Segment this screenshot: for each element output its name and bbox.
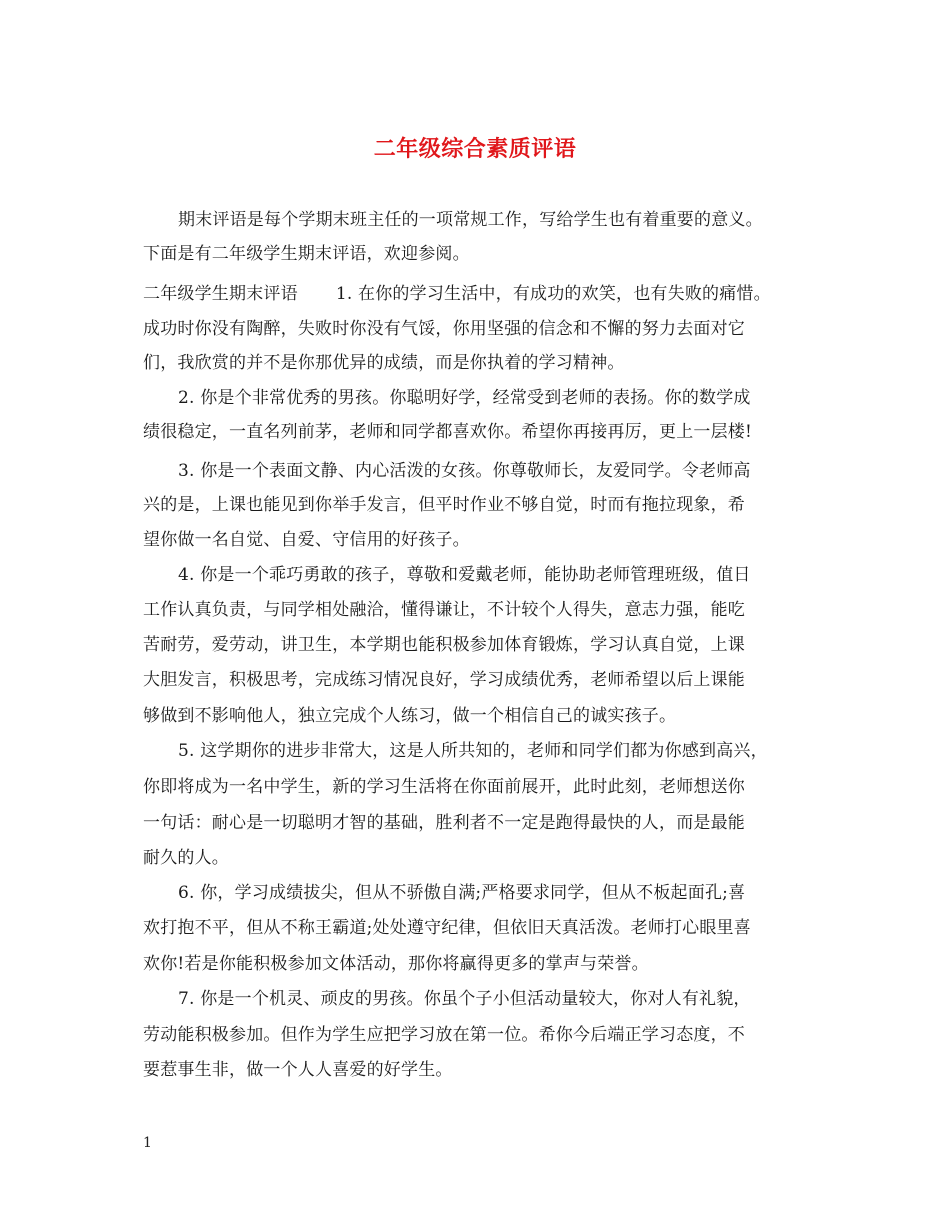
text-line: 2. 你是个非常优秀的男孩。你聪明好学，经常受到老师的表扬。你的数学成 bbox=[178, 388, 751, 408]
text-line: 兴的是，上课也能见到你举手发言，但平时作业不够自觉，时而有拖拉现象，希 bbox=[143, 495, 745, 515]
text-line: 耐久的人。 bbox=[143, 848, 229, 868]
text-line-composite bbox=[143, 282, 771, 306]
text-line: 3. 你是一个表面文静、内心活泼的女孩。你尊敬师长，友爱同学。令老师高 bbox=[178, 461, 751, 481]
text-line: 望你做一名自觉、自爱、守信用的好孩子。 bbox=[143, 530, 470, 550]
document-title: 二年级综合素质评语 bbox=[373, 136, 577, 162]
text-line: 成功时你没有陶醉，失败时你没有气馁，你用坚强的信念和不懈的努力去面对它 bbox=[143, 319, 745, 339]
text-line: 大胆发言，积极思考，完成练习情况良好，学习成绩优秀，老师希望以后上课能 bbox=[143, 670, 745, 690]
text-line: 欢你!若是你能积极参加文体活动，那你将赢得更多的掌声与荣誉。 bbox=[143, 954, 649, 974]
text-line: 一句话：耐心是一切聪明才智的基础，胜利者不一定是跑得最快的人，而是最能 bbox=[143, 813, 745, 833]
text-line: 6. 你，学习成绩拔尖，但从不骄傲自满;严格要求同学，但从不板起面孔;喜 bbox=[178, 883, 746, 903]
text-line: 绩很稳定，一直名列前茅，老师和同学都喜欢你。希望你再接再厉，更上一层楼! bbox=[143, 422, 753, 442]
page-number: 1 bbox=[143, 1135, 152, 1151]
text-line: 1. 在你的学习生活中，有成功的欢笑，也有失败的痛惜。 bbox=[335, 284, 771, 304]
text-line: 欢打抱不平，但从不称王霸道;处处遵守纪律，但依旧天真活泼。老师打心眼里喜 bbox=[143, 918, 751, 938]
text-line: 5. 这学期你的进步非常大，这是人所共知的，老师和同学们都为你感到高兴， bbox=[178, 741, 768, 761]
text-line: 劳动能积极参加。但作为学生应把学习放在第一位。希你今后端正学习态度，不 bbox=[143, 1025, 745, 1045]
text-line: 们，我欣赏的并不是你那优异的成绩，而是你执着的学习精神。 bbox=[143, 353, 625, 373]
section-heading: 二年级学生期末评语 bbox=[143, 284, 298, 304]
text-line: 苦耐劳，爱劳动，讲卫生，本学期也能积极参加体育锻炼，学习认真自觉，上课 bbox=[143, 635, 745, 655]
text-line: 4. 你是一个乖巧勇敢的孩子，尊敬和爱戴老师，能协助老师管理班级，值日 bbox=[178, 565, 751, 585]
text-line: 工作认真负责，与同学相处融洽，懂得谦让，不计较个人得失，意志力强，能吃 bbox=[143, 600, 745, 620]
text-line: 下面是有二年级学生期末评语，欢迎参阅。 bbox=[143, 244, 470, 264]
text-line: 你即将成为一名中学生，新的学习生活将在你面前展开，此时此刻，老师想送你 bbox=[143, 777, 745, 797]
text-line: 7. 你是一个机灵、顽皮的男孩。你虽个子小但活动量较大，你对人有礼貌， bbox=[178, 989, 751, 1009]
text-line: 够做到不影响他人，独立完成个人练习，做一个相信自己的诚实孩子。 bbox=[143, 706, 677, 726]
text-line: 期末评语是每个学期末班主任的一项常规工作，写给学生也有着重要的意义。 bbox=[178, 210, 763, 230]
text-line: 要惹事生非，做一个人人喜爱的好学生。 bbox=[143, 1060, 453, 1080]
